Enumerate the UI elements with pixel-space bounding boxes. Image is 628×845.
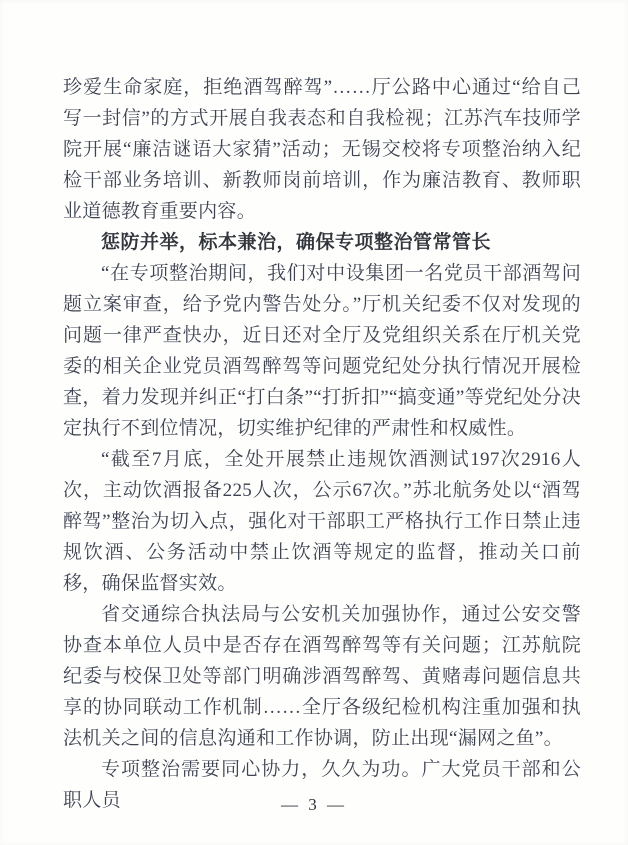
paragraph-statistics: “截至7月底，全处开展禁止违规饮酒测试197次2916人次，主动饮酒报备225人次，公示67次。”苏北航务处以“酒驾醉驾”整治为切入点，强化对干部职工严格执行工作日禁止违规饮酒、公务活动中禁止饮酒等规定的监督，推动关口前移，确保监督实效。 <box>63 449 581 594</box>
section-heading: 惩防并举，标本兼治，确保专项整治管常管长 <box>101 232 492 253</box>
paragraph-cooperation: 省交通综合执法局与公安机关加强协作，通过公安交警协查本单位人员中是否存在酒驾醉驾等有关问题；江苏航院纪委与校保卫处等部门明确涉酒驾醉驾、黄赌毒问题信息共享的协同联动工作机制……全厅各级纪检机构注重加强和执法机关之间的信息沟通和工作协调，防止出现“漏网之鱼”。 <box>63 604 581 749</box>
paragraph-continuation: 珍爱生命家庭，拒绝酒驾醉驾”……厅公路中心通过“给自己写一封信”的方式开展自我表态和自我检视；江苏汽车技师学院开展“廉洁谜语大家猜”活动；无锡交校将专项整治纳入纪检干部业务培训、新教师岗前培训，作为廉洁教育、教师职业道德教育重要内容。 <box>63 77 581 222</box>
paragraph-closing-lead: 专项整治需要同心协力，久久为功。广大党员干部和公职人员 <box>63 759 581 811</box>
page-number: — 3 — <box>281 795 347 814</box>
paragraph-case-review: “在专项整治期间，我们对中设集团一名党员干部酒驾问题立案审查，给予党内警告处分。”厅机关纪委不仅对发现的问题一律严查快办，近日还对全厅及党组织关系在厅机关党委的相关企业党员酒驾醉驾等问题党纪处分执行情况开展检查，着力发现并纠正“打白条”“打折扣”“搞变通”等党纪处分决定执行不到位情况，切实维护纪律的严肃性和权威性。 <box>63 263 581 439</box>
page-content <box>63 72 581 816</box>
